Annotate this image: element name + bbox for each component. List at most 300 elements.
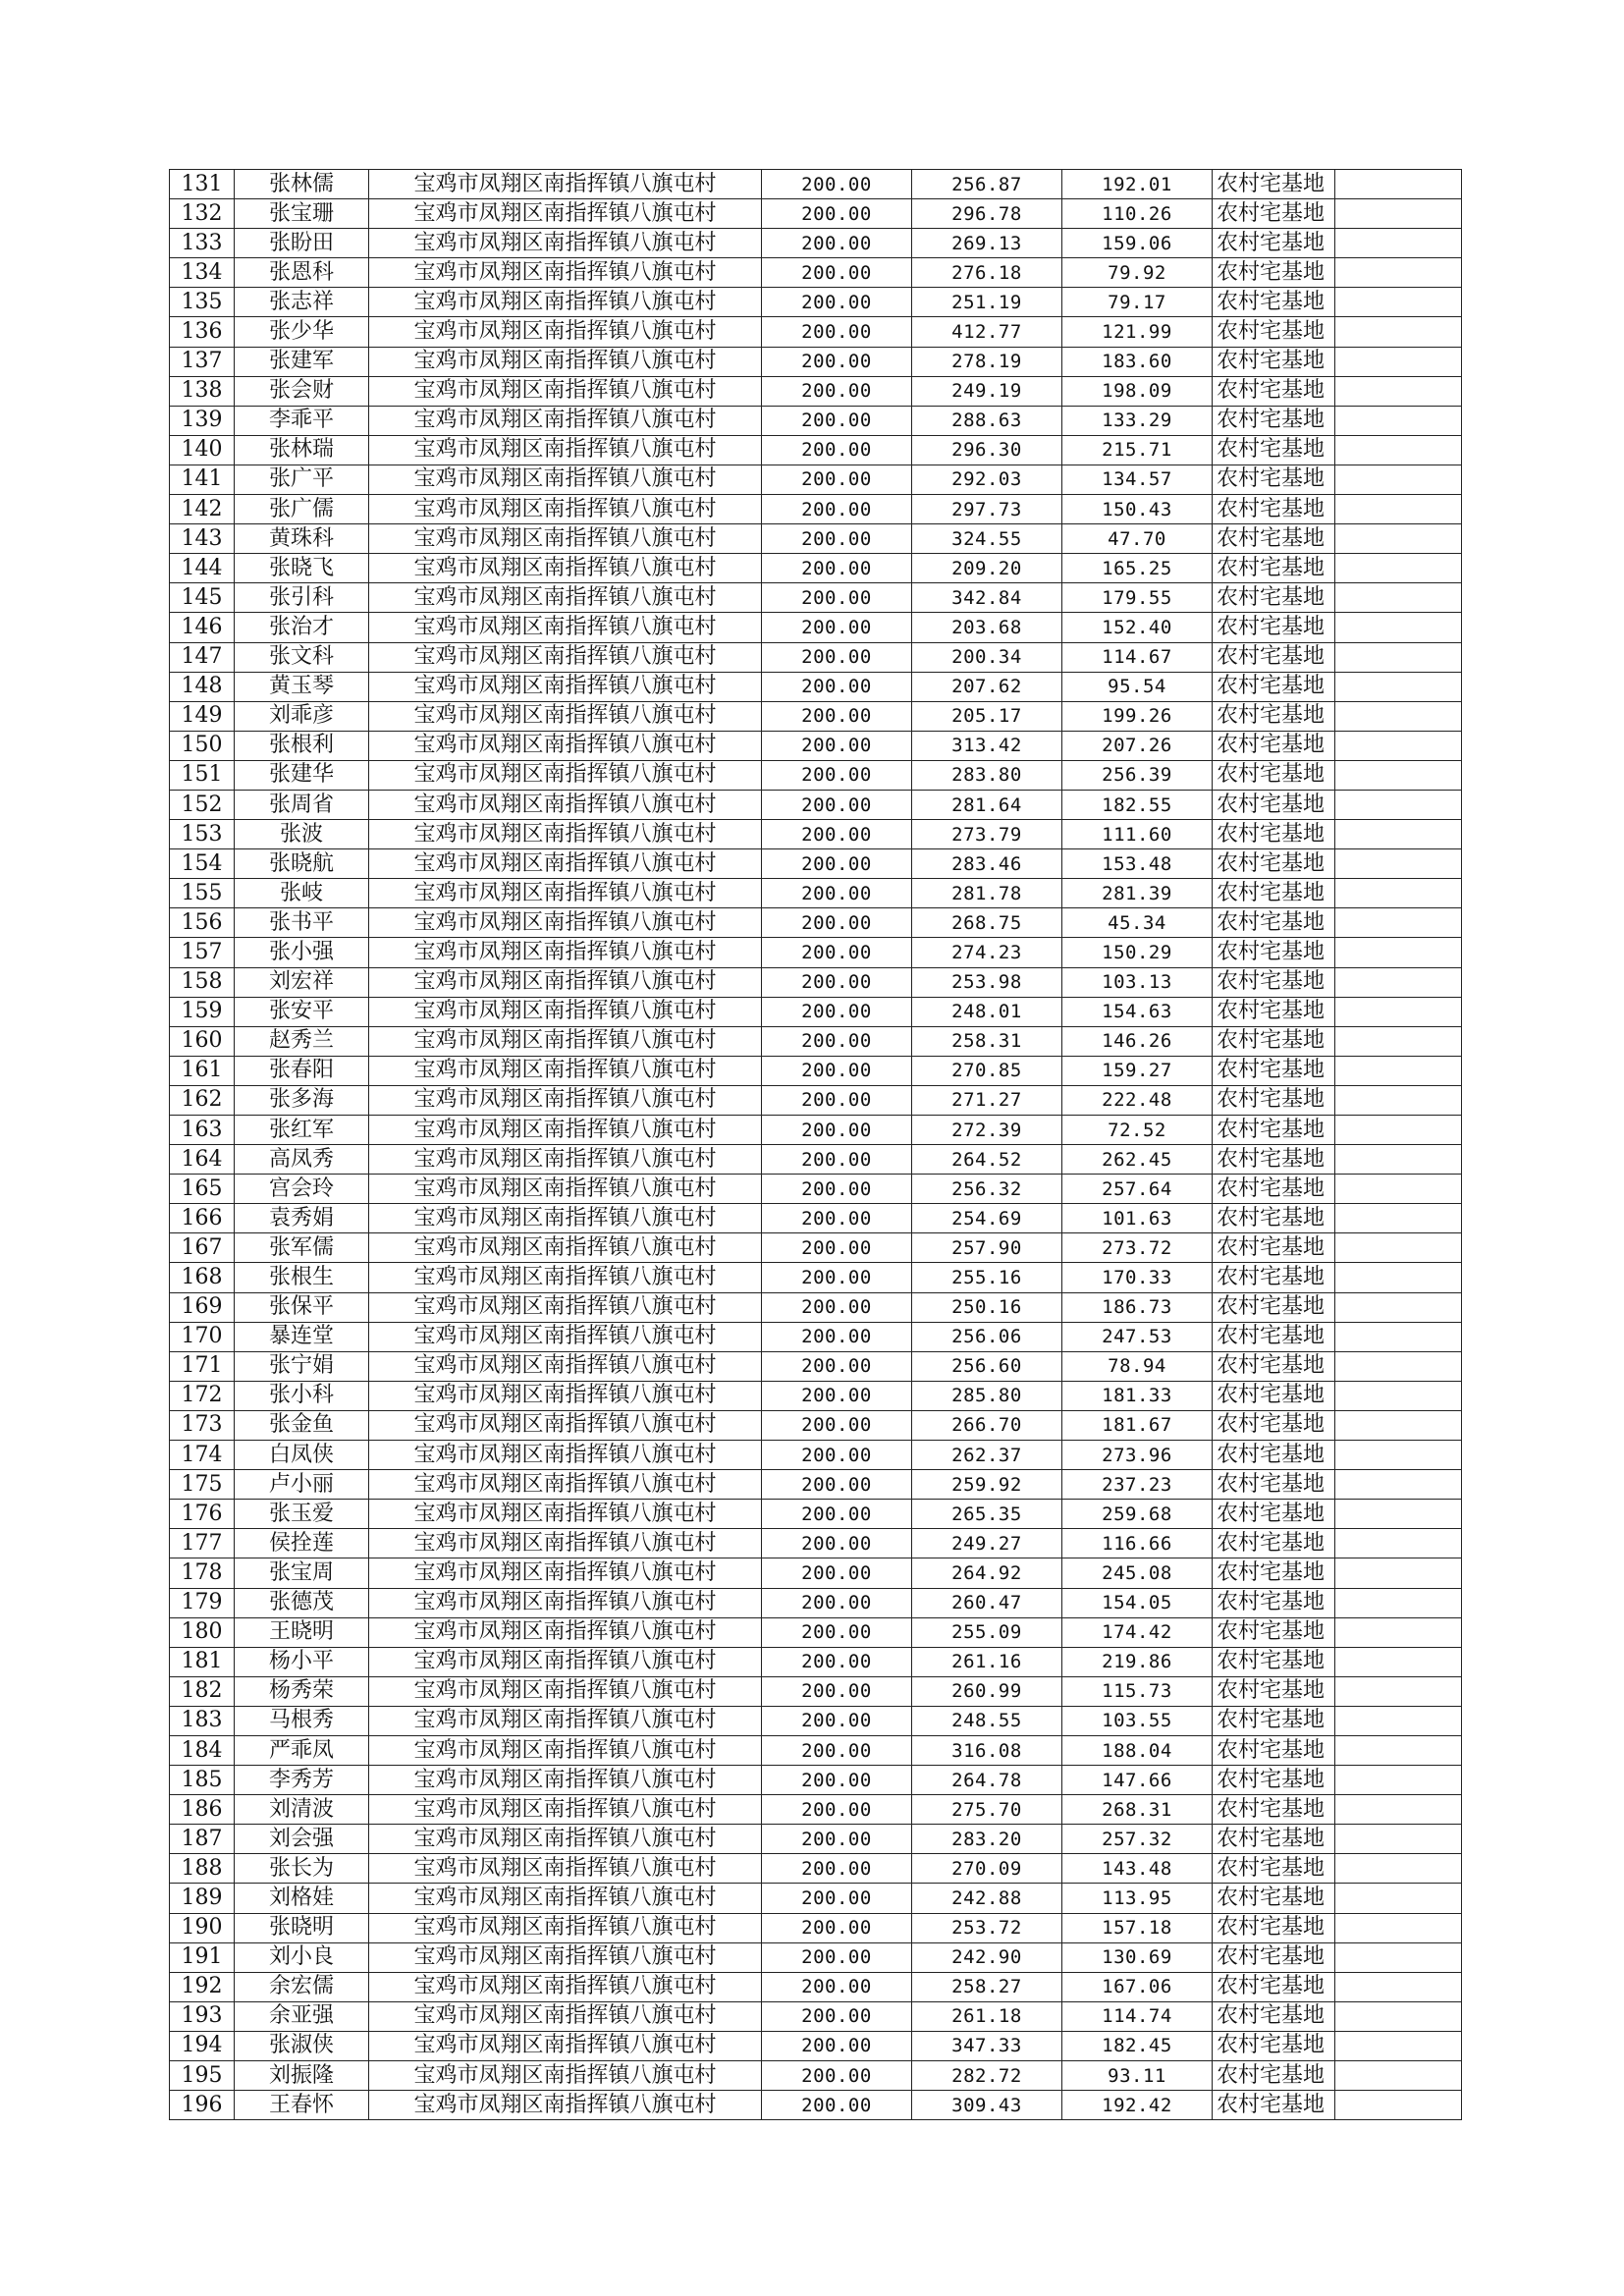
cell-land-type: 农村宅基地: [1213, 1204, 1335, 1233]
cell-area-c: 245.08: [1062, 1558, 1213, 1588]
cell-address: 宝鸡市凤翔区南指挥镇八旗屯村: [369, 1322, 762, 1351]
cell-land-type: 农村宅基地: [1213, 1470, 1335, 1500]
cell-name: 马根秀: [235, 1706, 369, 1735]
cell-area-c: 103.55: [1062, 1706, 1213, 1735]
cell-area-c: 121.99: [1062, 317, 1213, 347]
cell-area-b: 255.16: [912, 1263, 1062, 1292]
cell-note: [1335, 317, 1462, 347]
cell-area-c: 199.26: [1062, 701, 1213, 731]
cell-area-a: 200.00: [762, 1766, 912, 1795]
cell-land-type: 农村宅基地: [1213, 1233, 1335, 1263]
cell-name: 张晓明: [235, 1913, 369, 1942]
cell-no: 137: [170, 347, 235, 376]
cell-address: 宝鸡市凤翔区南指挥镇八旗屯村: [369, 258, 762, 288]
cell-area-b: 242.90: [912, 1942, 1062, 1972]
cell-no: 194: [170, 2031, 235, 2060]
cell-land-type: 农村宅基地: [1213, 1441, 1335, 1470]
cell-land-type: 农村宅基地: [1213, 1322, 1335, 1351]
cell-area-b: 249.19: [912, 376, 1062, 406]
cell-area-c: 207.26: [1062, 731, 1213, 760]
cell-no: 141: [170, 465, 235, 494]
cell-land-type: 农村宅基地: [1213, 1676, 1335, 1706]
cell-no: 187: [170, 1825, 235, 1854]
cell-area-c: 247.53: [1062, 1322, 1213, 1351]
cell-area-b: 265.35: [912, 1500, 1062, 1529]
cell-name: 张林瑞: [235, 435, 369, 465]
cell-area-c: 157.18: [1062, 1913, 1213, 1942]
cell-land-type: 农村宅基地: [1213, 997, 1335, 1026]
cell-area-a: 200.00: [762, 613, 912, 642]
cell-name: 张宝周: [235, 1558, 369, 1588]
cell-area-c: 72.52: [1062, 1116, 1213, 1145]
cell-area-c: 259.68: [1062, 1500, 1213, 1529]
table-row: [170, 1410, 1462, 1440]
cell-name: 张红军: [235, 1116, 369, 1145]
cell-name: 张建军: [235, 347, 369, 376]
cell-no: 191: [170, 1942, 235, 1972]
cell-no: 172: [170, 1381, 235, 1410]
cell-address: 宝鸡市凤翔区南指挥镇八旗屯村: [369, 347, 762, 376]
table-row: [170, 1706, 1462, 1735]
table-row: [170, 1351, 1462, 1381]
table-row: [170, 2001, 1462, 2031]
cell-area-c: 152.40: [1062, 613, 1213, 642]
cell-name: 张保平: [235, 1292, 369, 1322]
cell-address: 宝鸡市凤翔区南指挥镇八旗屯村: [369, 1381, 762, 1410]
cell-address: 宝鸡市凤翔区南指挥镇八旗屯村: [369, 1617, 762, 1647]
cell-area-b: 272.39: [912, 1116, 1062, 1145]
cell-area-b: 296.30: [912, 435, 1062, 465]
cell-address: 宝鸡市凤翔区南指挥镇八旗屯村: [369, 1942, 762, 1972]
cell-note: [1335, 1617, 1462, 1647]
table-row: [170, 790, 1462, 819]
cell-no: 147: [170, 642, 235, 672]
cell-address: 宝鸡市凤翔区南指挥镇八旗屯村: [369, 672, 762, 701]
cell-no: 143: [170, 524, 235, 554]
cell-area-c: 159.06: [1062, 229, 1213, 258]
cell-name: 张少华: [235, 317, 369, 347]
cell-note: [1335, 465, 1462, 494]
cell-area-c: 262.45: [1062, 1145, 1213, 1175]
cell-area-b: 260.99: [912, 1676, 1062, 1706]
cell-name: 高凤秀: [235, 1145, 369, 1175]
cell-land-type: 农村宅基地: [1213, 672, 1335, 701]
cell-address: 宝鸡市凤翔区南指挥镇八旗屯村: [369, 908, 762, 938]
cell-note: [1335, 524, 1462, 554]
cell-area-c: 181.67: [1062, 1410, 1213, 1440]
table-row: [170, 2091, 1462, 2120]
cell-area-b: 282.72: [912, 2061, 1062, 2091]
cell-address: 宝鸡市凤翔区南指挥镇八旗屯村: [369, 1441, 762, 1470]
cell-land-type: 农村宅基地: [1213, 583, 1335, 613]
cell-land-type: 农村宅基地: [1213, 1588, 1335, 1617]
table-row: [170, 1381, 1462, 1410]
cell-area-a: 200.00: [762, 1588, 912, 1617]
cell-area-b: 270.09: [912, 1854, 1062, 1884]
cell-area-c: 165.25: [1062, 554, 1213, 583]
cell-name: 张春阳: [235, 1056, 369, 1085]
cell-no: 163: [170, 1116, 235, 1145]
cell-area-c: 219.86: [1062, 1647, 1213, 1676]
cell-note: [1335, 1676, 1462, 1706]
cell-no: 149: [170, 701, 235, 731]
cell-address: 宝鸡市凤翔区南指挥镇八旗屯村: [369, 701, 762, 731]
table-row: [170, 317, 1462, 347]
table-row: [170, 1263, 1462, 1292]
cell-area-a: 200.00: [762, 1706, 912, 1735]
cell-area-a: 200.00: [762, 583, 912, 613]
cell-note: [1335, 2091, 1462, 2120]
cell-address: 宝鸡市凤翔区南指挥镇八旗屯村: [369, 554, 762, 583]
cell-note: [1335, 1410, 1462, 1440]
table-row: [170, 229, 1462, 258]
cell-land-type: 农村宅基地: [1213, 229, 1335, 258]
cell-name: 张宁娟: [235, 1351, 369, 1381]
cell-name: 王晓明: [235, 1617, 369, 1647]
table-row: [170, 1588, 1462, 1617]
cell-note: [1335, 1381, 1462, 1410]
cell-name: 张会财: [235, 376, 369, 406]
cell-note: [1335, 1735, 1462, 1765]
cell-address: 宝鸡市凤翔区南指挥镇八旗屯村: [369, 879, 762, 908]
cell-no: 190: [170, 1913, 235, 1942]
cell-area-a: 200.00: [762, 1116, 912, 1145]
cell-area-c: 179.55: [1062, 583, 1213, 613]
cell-address: 宝鸡市凤翔区南指挥镇八旗屯村: [369, 1470, 762, 1500]
cell-name: 张长为: [235, 1854, 369, 1884]
cell-land-type: 农村宅基地: [1213, 1617, 1335, 1647]
cell-land-type: 农村宅基地: [1213, 642, 1335, 672]
cell-area-a: 200.00: [762, 317, 912, 347]
table-row: [170, 1175, 1462, 1204]
table-row: [170, 435, 1462, 465]
cell-no: 176: [170, 1500, 235, 1529]
table-row: [170, 1292, 1462, 1322]
cell-name: 刘乖彦: [235, 701, 369, 731]
cell-land-type: 农村宅基地: [1213, 938, 1335, 967]
cell-name: 李秀芳: [235, 1766, 369, 1795]
cell-address: 宝鸡市凤翔区南指挥镇八旗屯村: [369, 820, 762, 849]
cell-land-type: 农村宅基地: [1213, 495, 1335, 524]
cell-note: [1335, 1263, 1462, 1292]
cell-no: 167: [170, 1233, 235, 1263]
cell-address: 宝鸡市凤翔区南指挥镇八旗屯村: [369, 435, 762, 465]
cell-area-b: 309.43: [912, 2091, 1062, 2120]
cell-address: 宝鸡市凤翔区南指挥镇八旗屯村: [369, 1795, 762, 1825]
cell-note: [1335, 642, 1462, 672]
table-row: [170, 849, 1462, 879]
cell-no: 166: [170, 1204, 235, 1233]
cell-area-a: 200.00: [762, 376, 912, 406]
cell-area-c: 159.27: [1062, 1056, 1213, 1085]
cell-note: [1335, 229, 1462, 258]
cell-area-a: 200.00: [762, 820, 912, 849]
cell-area-c: 130.69: [1062, 1942, 1213, 1972]
cell-note: [1335, 1500, 1462, 1529]
cell-area-b: 260.47: [912, 1588, 1062, 1617]
cell-note: [1335, 938, 1462, 967]
cell-area-b: 242.88: [912, 1884, 1062, 1913]
cell-name: 张德茂: [235, 1588, 369, 1617]
cell-no: 177: [170, 1529, 235, 1558]
cell-name: 王春怀: [235, 2091, 369, 2120]
cell-land-type: 农村宅基地: [1213, 554, 1335, 583]
table-row: [170, 1441, 1462, 1470]
cell-note: [1335, 199, 1462, 229]
cell-address: 宝鸡市凤翔区南指挥镇八旗屯村: [369, 1735, 762, 1765]
cell-note: [1335, 1913, 1462, 1942]
cell-address: 宝鸡市凤翔区南指挥镇八旗屯村: [369, 1825, 762, 1854]
cell-area-c: 134.57: [1062, 465, 1213, 494]
cell-note: [1335, 1972, 1462, 2001]
cell-area-c: 154.63: [1062, 997, 1213, 1026]
table-row: [170, 1558, 1462, 1588]
cell-area-c: 93.11: [1062, 2061, 1213, 2091]
cell-name: 张根生: [235, 1263, 369, 1292]
table-row: [170, 1470, 1462, 1500]
cell-note: [1335, 2061, 1462, 2091]
cell-address: 宝鸡市凤翔区南指挥镇八旗屯村: [369, 2061, 762, 2091]
cell-note: [1335, 1233, 1462, 1263]
cell-area-a: 200.00: [762, 701, 912, 731]
cell-land-type: 农村宅基地: [1213, 199, 1335, 229]
cell-area-a: 200.00: [762, 1558, 912, 1588]
table-row: [170, 820, 1462, 849]
cell-address: 宝鸡市凤翔区南指挥镇八旗屯村: [369, 1056, 762, 1085]
cell-area-c: 215.71: [1062, 435, 1213, 465]
cell-address: 宝鸡市凤翔区南指挥镇八旗屯村: [369, 1854, 762, 1884]
cell-area-a: 200.00: [762, 790, 912, 819]
cell-area-b: 342.84: [912, 583, 1062, 613]
cell-name: 余宏儒: [235, 1972, 369, 2001]
cell-area-c: 45.34: [1062, 908, 1213, 938]
cell-area-c: 114.67: [1062, 642, 1213, 672]
cell-area-b: 258.27: [912, 1972, 1062, 2001]
cell-land-type: 农村宅基地: [1213, 1854, 1335, 1884]
cell-no: 196: [170, 2091, 235, 2120]
cell-area-a: 200.00: [762, 435, 912, 465]
cell-land-type: 农村宅基地: [1213, 288, 1335, 317]
table-row: [170, 731, 1462, 760]
cell-area-b: 264.92: [912, 1558, 1062, 1588]
cell-name: 暴连堂: [235, 1322, 369, 1351]
cell-land-type: 农村宅基地: [1213, 1795, 1335, 1825]
cell-note: [1335, 170, 1462, 199]
cell-note: [1335, 554, 1462, 583]
cell-address: 宝鸡市凤翔区南指挥镇八旗屯村: [369, 997, 762, 1026]
cell-note: [1335, 288, 1462, 317]
cell-land-type: 农村宅基地: [1213, 1351, 1335, 1381]
cell-area-c: 47.70: [1062, 524, 1213, 554]
cell-note: [1335, 1351, 1462, 1381]
cell-note: [1335, 495, 1462, 524]
cell-area-b: 258.31: [912, 1026, 1062, 1056]
cell-note: [1335, 1766, 1462, 1795]
cell-area-a: 200.00: [762, 642, 912, 672]
cell-address: 宝鸡市凤翔区南指挥镇八旗屯村: [369, 170, 762, 199]
cell-area-a: 200.00: [762, 1292, 912, 1322]
cell-name: 张波: [235, 820, 369, 849]
cell-address: 宝鸡市凤翔区南指挥镇八旗屯村: [369, 406, 762, 435]
cell-note: [1335, 1175, 1462, 1204]
cell-land-type: 农村宅基地: [1213, 1500, 1335, 1529]
cell-no: 145: [170, 583, 235, 613]
cell-land-type: 农村宅基地: [1213, 1825, 1335, 1854]
cell-name: 张玉爱: [235, 1500, 369, 1529]
cell-address: 宝鸡市凤翔区南指挥镇八旗屯村: [369, 376, 762, 406]
table-row: [170, 1972, 1462, 2001]
table-row: [170, 967, 1462, 997]
cell-note: [1335, 1470, 1462, 1500]
cell-name: 卢小丽: [235, 1470, 369, 1500]
cell-no: 136: [170, 317, 235, 347]
cell-area-a: 200.00: [762, 1942, 912, 1972]
cell-note: [1335, 967, 1462, 997]
cell-no: 169: [170, 1292, 235, 1322]
cell-land-type: 农村宅基地: [1213, 613, 1335, 642]
cell-note: [1335, 583, 1462, 613]
cell-no: 175: [170, 1470, 235, 1500]
cell-address: 宝鸡市凤翔区南指挥镇八旗屯村: [369, 229, 762, 258]
cell-area-a: 200.00: [762, 2031, 912, 2060]
cell-area-a: 200.00: [762, 1676, 912, 1706]
cell-land-type: 农村宅基地: [1213, 1116, 1335, 1145]
cell-area-c: 78.94: [1062, 1351, 1213, 1381]
cell-land-type: 农村宅基地: [1213, 1972, 1335, 2001]
cell-no: 132: [170, 199, 235, 229]
cell-note: [1335, 760, 1462, 790]
cell-area-b: 248.01: [912, 997, 1062, 1026]
cell-area-c: 79.17: [1062, 288, 1213, 317]
cell-area-b: 253.98: [912, 967, 1062, 997]
cell-area-b: 203.68: [912, 613, 1062, 642]
cell-area-b: 283.20: [912, 1825, 1062, 1854]
cell-area-a: 200.00: [762, 1381, 912, 1410]
cell-land-type: 农村宅基地: [1213, 1766, 1335, 1795]
table-row: [170, 1676, 1462, 1706]
cell-area-a: 200.00: [762, 288, 912, 317]
cell-area-a: 200.00: [762, 1913, 912, 1942]
table-row: [170, 1942, 1462, 1972]
cell-no: 183: [170, 1706, 235, 1735]
cell-area-b: 259.92: [912, 1470, 1062, 1500]
cell-area-b: 262.37: [912, 1441, 1062, 1470]
cell-area-a: 200.00: [762, 1026, 912, 1056]
cell-area-a: 200.00: [762, 672, 912, 701]
cell-address: 宝鸡市凤翔区南指挥镇八旗屯村: [369, 760, 762, 790]
cell-area-a: 200.00: [762, 229, 912, 258]
cell-no: 195: [170, 2061, 235, 2091]
cell-address: 宝鸡市凤翔区南指挥镇八旗屯村: [369, 1175, 762, 1204]
cell-land-type: 农村宅基地: [1213, 1884, 1335, 1913]
cell-address: 宝鸡市凤翔区南指挥镇八旗屯村: [369, 1766, 762, 1795]
cell-land-type: 农村宅基地: [1213, 1647, 1335, 1676]
cell-note: [1335, 376, 1462, 406]
cell-area-b: 255.09: [912, 1617, 1062, 1647]
cell-area-b: 264.52: [912, 1145, 1062, 1175]
cell-no: 189: [170, 1884, 235, 1913]
cell-land-type: 农村宅基地: [1213, 879, 1335, 908]
cell-no: 162: [170, 1085, 235, 1115]
cell-area-b: 257.90: [912, 1233, 1062, 1263]
cell-land-type: 农村宅基地: [1213, 731, 1335, 760]
table-row: [170, 170, 1462, 199]
cell-name: 刘振隆: [235, 2061, 369, 2091]
cell-area-a: 200.00: [762, 170, 912, 199]
cell-note: [1335, 1825, 1462, 1854]
cell-area-a: 200.00: [762, 760, 912, 790]
cell-name: 宫会玲: [235, 1175, 369, 1204]
cell-address: 宝鸡市凤翔区南指挥镇八旗屯村: [369, 1410, 762, 1440]
cell-area-c: 273.96: [1062, 1441, 1213, 1470]
cell-land-type: 农村宅基地: [1213, 1175, 1335, 1204]
table-row: [170, 1233, 1462, 1263]
cell-land-type: 农村宅基地: [1213, 1942, 1335, 1972]
cell-no: 173: [170, 1410, 235, 1440]
cell-no: 151: [170, 760, 235, 790]
cell-note: [1335, 908, 1462, 938]
cell-address: 宝鸡市凤翔区南指挥镇八旗屯村: [369, 849, 762, 879]
cell-no: 170: [170, 1322, 235, 1351]
cell-area-c: 154.05: [1062, 1588, 1213, 1617]
cell-note: [1335, 820, 1462, 849]
table-row: [170, 1056, 1462, 1085]
cell-area-b: 281.78: [912, 879, 1062, 908]
cell-name: 张引科: [235, 583, 369, 613]
cell-area-b: 285.80: [912, 1381, 1062, 1410]
cell-name: 张小科: [235, 1381, 369, 1410]
cell-land-type: 农村宅基地: [1213, 258, 1335, 288]
cell-area-c: 113.95: [1062, 1884, 1213, 1913]
cell-name: 赵秀兰: [235, 1026, 369, 1056]
cell-area-c: 167.06: [1062, 1972, 1213, 2001]
cell-name: 李乖平: [235, 406, 369, 435]
cell-no: 146: [170, 613, 235, 642]
cell-no: 164: [170, 1145, 235, 1175]
cell-area-c: 170.33: [1062, 1263, 1213, 1292]
cell-no: 139: [170, 406, 235, 435]
cell-area-b: 264.78: [912, 1766, 1062, 1795]
cell-area-a: 200.00: [762, 1204, 912, 1233]
table-row: [170, 1766, 1462, 1795]
cell-area-a: 200.00: [762, 1233, 912, 1263]
cell-name: 张林儒: [235, 170, 369, 199]
table-row: [170, 1322, 1462, 1351]
cell-area-b: 256.60: [912, 1351, 1062, 1381]
cell-name: 张志祥: [235, 288, 369, 317]
cell-no: 153: [170, 820, 235, 849]
cell-area-b: 256.06: [912, 1322, 1062, 1351]
cell-note: [1335, 997, 1462, 1026]
cell-no: 192: [170, 1972, 235, 2001]
cell-name: 张晓飞: [235, 554, 369, 583]
cell-address: 宝鸡市凤翔区南指挥镇八旗屯村: [369, 790, 762, 819]
cell-area-a: 200.00: [762, 1617, 912, 1647]
cell-area-b: 412.77: [912, 317, 1062, 347]
cell-area-b: 266.70: [912, 1410, 1062, 1440]
cell-address: 宝鸡市凤翔区南指挥镇八旗屯村: [369, 1292, 762, 1322]
cell-address: 宝鸡市凤翔区南指挥镇八旗屯村: [369, 1647, 762, 1676]
cell-land-type: 农村宅基地: [1213, 2061, 1335, 2091]
cell-name: 张晓航: [235, 849, 369, 879]
cell-address: 宝鸡市凤翔区南指挥镇八旗屯村: [369, 731, 762, 760]
cell-area-a: 200.00: [762, 1884, 912, 1913]
cell-note: [1335, 1145, 1462, 1175]
cell-name: 张广儒: [235, 495, 369, 524]
cell-area-c: 183.60: [1062, 347, 1213, 376]
cell-area-a: 200.00: [762, 1351, 912, 1381]
cell-area-a: 200.00: [762, 967, 912, 997]
